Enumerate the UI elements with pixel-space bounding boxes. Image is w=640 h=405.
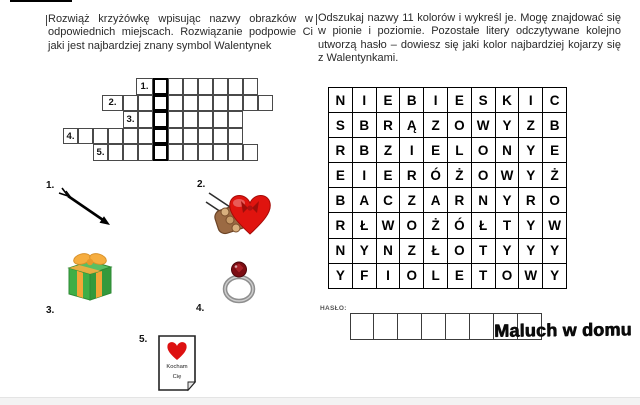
wordsearch-cell[interactable]: E [377,88,401,113]
crossword-cell[interactable] [198,95,213,112]
crossword-cell[interactable] [228,111,243,128]
wordsearch-cell[interactable]: W [377,213,401,238]
wordsearch-cell[interactable]: E [448,88,472,113]
crossword-cell[interactable] [228,78,243,95]
crossword-solution-cell[interactable] [153,128,168,145]
wordsearch-cell[interactable]: L [448,138,472,163]
haslo-box[interactable] [350,313,374,340]
wordsearch-cell[interactable]: Y [519,239,543,264]
wordsearch-cell[interactable]: Z [519,113,543,138]
wordsearch-cell[interactable]: B [353,138,377,163]
wordsearch-cell[interactable]: S [329,113,353,138]
wordsearch-cell[interactable]: Ż [448,163,472,188]
crossword-solution-cell[interactable] [153,144,168,161]
wordsearch-cell[interactable]: Y [519,213,543,238]
card-text-line2: Cię [172,374,182,380]
picture-2-number: 2. [197,179,206,190]
wordsearch-cell[interactable]: W [472,113,496,138]
crossword-cell[interactable] [213,111,228,128]
card-text-line1: Kocham [166,364,188,370]
crossword-cell[interactable] [138,111,153,128]
wordsearch-cell[interactable]: N [496,138,520,163]
wordsearch-cell[interactable]: N [377,239,401,264]
wordsearch-cell[interactable]: C [543,88,567,113]
wordsearch-cell[interactable]: Ó [424,163,448,188]
wordsearch-cell[interactable]: R [329,138,353,163]
wordsearch-cell[interactable]: Z [400,188,424,213]
crossword-cell[interactable] [168,128,183,145]
wordsearch-cell[interactable]: Y [519,138,543,163]
wordsearch-cell[interactable]: I [353,88,377,113]
crossword-cell[interactable] [168,95,183,112]
wordsearch-cell[interactable]: Y [519,163,543,188]
wordsearch-cell[interactable]: F [353,264,377,289]
valentine-card-image [157,334,197,392]
crossword-cell[interactable] [198,78,213,95]
wordsearch-cell[interactable]: I [400,138,424,163]
page-top-mark [10,0,72,2]
wordsearch-cell[interactable]: L [424,264,448,289]
crossword-cell[interactable] [183,111,198,128]
wordsearch-cell[interactable]: S [472,88,496,113]
wordsearch-cell[interactable]: B [353,113,377,138]
wordsearch-cell[interactable]: Z [400,239,424,264]
crossword-cell[interactable] [228,144,243,161]
crossword-cell[interactable] [138,128,153,145]
crossword-cell[interactable] [108,128,123,145]
wordsearch-cell[interactable]: Ż [424,213,448,238]
wordsearch-cell[interactable]: I [353,163,377,188]
wordsearch-cell[interactable]: R [519,188,543,213]
wordsearch-cell[interactable]: C [377,188,401,213]
wordsearch-cell[interactable]: Y [543,239,567,264]
wordsearch-cell[interactable]: Y [543,264,567,289]
crossword-cell[interactable] [168,78,183,95]
page-bottom-band [0,397,640,405]
wordsearch-cell[interactable]: A [353,188,377,213]
crossword-cell[interactable] [198,144,213,161]
wordsearch-cell[interactable]: O [496,264,520,289]
wordsearch-cell[interactable]: Ł [424,239,448,264]
crossword-cell[interactable] [168,111,183,128]
wordsearch-cell[interactable]: N [329,88,353,113]
wordsearch-cell[interactable]: T [472,239,496,264]
crossword-cell[interactable] [213,128,228,145]
wordsearch-cell[interactable]: Ł [472,213,496,238]
crossword-clue-number: 2. [102,95,123,112]
crossword-cell[interactable] [183,128,198,145]
picture-1-number: 1. [46,180,55,191]
wordsearch-cell[interactable]: N [472,188,496,213]
wordsearch-cell[interactable]: E [543,138,567,163]
crossword-cell[interactable] [213,144,228,161]
crossword-clue-number: 5. [93,144,108,161]
haslo-box[interactable] [446,313,470,340]
crossword-cell[interactable] [123,144,138,161]
crossword-cell[interactable] [123,128,138,145]
site-logo: Maluch w domu [493,319,632,341]
wordsearch-cell[interactable]: I [424,88,448,113]
crossword-cell[interactable] [78,128,93,145]
wordsearch-instruction: Odszukaj nazwy 11 kolorów i wykreśl je. Mogę znajdować się w pionie i poziomie. Pozostałe litery odczytywane kolejno utworzą hasło – dowiesz się jaki kolor najbardziej kojarzy się z Walentynkami. [318,12,621,65]
wordsearch-cell[interactable]: Y [353,239,377,264]
gift-box-image [60,248,118,302]
wordsearch-cell[interactable]: O [472,163,496,188]
wordsearch-cell[interactable]: Z [424,113,448,138]
crossword-clue-number: 4. [63,128,78,145]
arrow-image [57,187,117,233]
crossword-cell[interactable] [198,128,213,145]
wordsearch-cell[interactable]: Ł [353,213,377,238]
wordsearch-cell[interactable]: R [448,188,472,213]
haslo-box[interactable] [470,313,494,340]
haslo-label: HASŁO: [320,305,347,312]
crossword-solution-cell[interactable] [153,78,168,95]
crossword-cell[interactable] [183,95,198,112]
wordsearch-cell[interactable]: R [400,163,424,188]
haslo-box[interactable] [374,313,398,340]
wordsearch-cell[interactable]: O [400,264,424,289]
wordsearch-cell[interactable]: K [496,88,520,113]
crossword-cell[interactable] [183,144,198,161]
crossword-solution-cell[interactable] [153,95,168,112]
wordsearch-cell[interactable]: W [543,213,567,238]
wordsearch-cell[interactable]: O [448,239,472,264]
wordsearch-cell[interactable]: I [519,88,543,113]
wordsearch-cell[interactable]: O [472,138,496,163]
crossword-cell[interactable] [168,144,183,161]
picture-4-number: 4. [196,303,205,314]
crossword-cell[interactable] [183,78,198,95]
crossword-cell[interactable] [198,111,213,128]
wordsearch-cell[interactable]: Y [496,188,520,213]
crossword-instruction: Rozwiąż krzyżówkę wpisując nazwy obrazków w odpowiednich miejscach. Rozwiązanie podpowie Ci jaki jest najbardziej znany symbol Walentynek [48,13,313,52]
crossword-cell[interactable] [213,95,228,112]
wordsearch-cell[interactable]: B [400,88,424,113]
crossword-cell[interactable] [243,95,258,112]
crossword-cell[interactable] [213,78,228,95]
haslo-box[interactable] [422,313,446,340]
text-cursor-mark [316,14,317,25]
crossword-cell[interactable] [138,144,153,161]
wordsearch-cell[interactable]: T [472,264,496,289]
wordsearch-cell[interactable]: E [329,163,353,188]
wordsearch-cell[interactable]: E [377,163,401,188]
crossword-cell[interactable] [243,78,258,95]
wordsearch-cell[interactable]: R [377,113,401,138]
wordsearch-cell[interactable]: Z [377,138,401,163]
wordsearch-cell[interactable]: B [329,188,353,213]
wordsearch-cell[interactable]: E [448,264,472,289]
heart-chocolate-box-image [205,186,275,244]
picture-3-number: 3. [46,305,55,316]
crossword-cell[interactable] [228,128,243,145]
wordsearch-cell[interactable]: N [329,239,353,264]
wordsearch-cell[interactable]: W [519,264,543,289]
wordsearch-cell[interactable]: A [424,188,448,213]
wordsearch-grid [328,87,567,289]
crossword-cell[interactable] [108,144,123,161]
crossword-clue-number: 3. [123,111,138,128]
picture-5-number: 5. [139,334,148,345]
wordsearch-cell[interactable]: Ż [543,163,567,188]
wordsearch-cell[interactable]: B [543,113,567,138]
text-cursor-mark [46,15,47,26]
wordsearch-cell[interactable]: Ą [400,113,424,138]
crossword-cell[interactable] [258,95,273,112]
crossword-solution-cell[interactable] [153,111,168,128]
crossword-cell[interactable] [243,144,258,161]
wordsearch-cell[interactable]: O [448,113,472,138]
wordsearch-cell[interactable]: W [496,163,520,188]
crossword-clue-number: 1. [136,78,153,95]
ring-image [217,260,261,305]
haslo-box[interactable] [398,313,422,340]
crossword-cell[interactable] [123,95,138,112]
wordsearch-cell[interactable]: I [377,264,401,289]
wordsearch-cell[interactable]: R [329,213,353,238]
wordsearch-cell[interactable]: T [496,213,520,238]
wordsearch-cell[interactable]: Y [496,113,520,138]
crossword-cell[interactable] [228,95,243,112]
crossword-cell[interactable] [93,128,108,145]
wordsearch-cell[interactable]: E [424,138,448,163]
wordsearch-cell[interactable]: O [543,188,567,213]
wordsearch-cell[interactable]: Y [329,264,353,289]
crossword-cell[interactable] [138,95,153,112]
wordsearch-cell[interactable]: O [400,213,424,238]
wordsearch-cell[interactable]: Ó [448,213,472,238]
wordsearch-cell[interactable]: Y [496,239,520,264]
